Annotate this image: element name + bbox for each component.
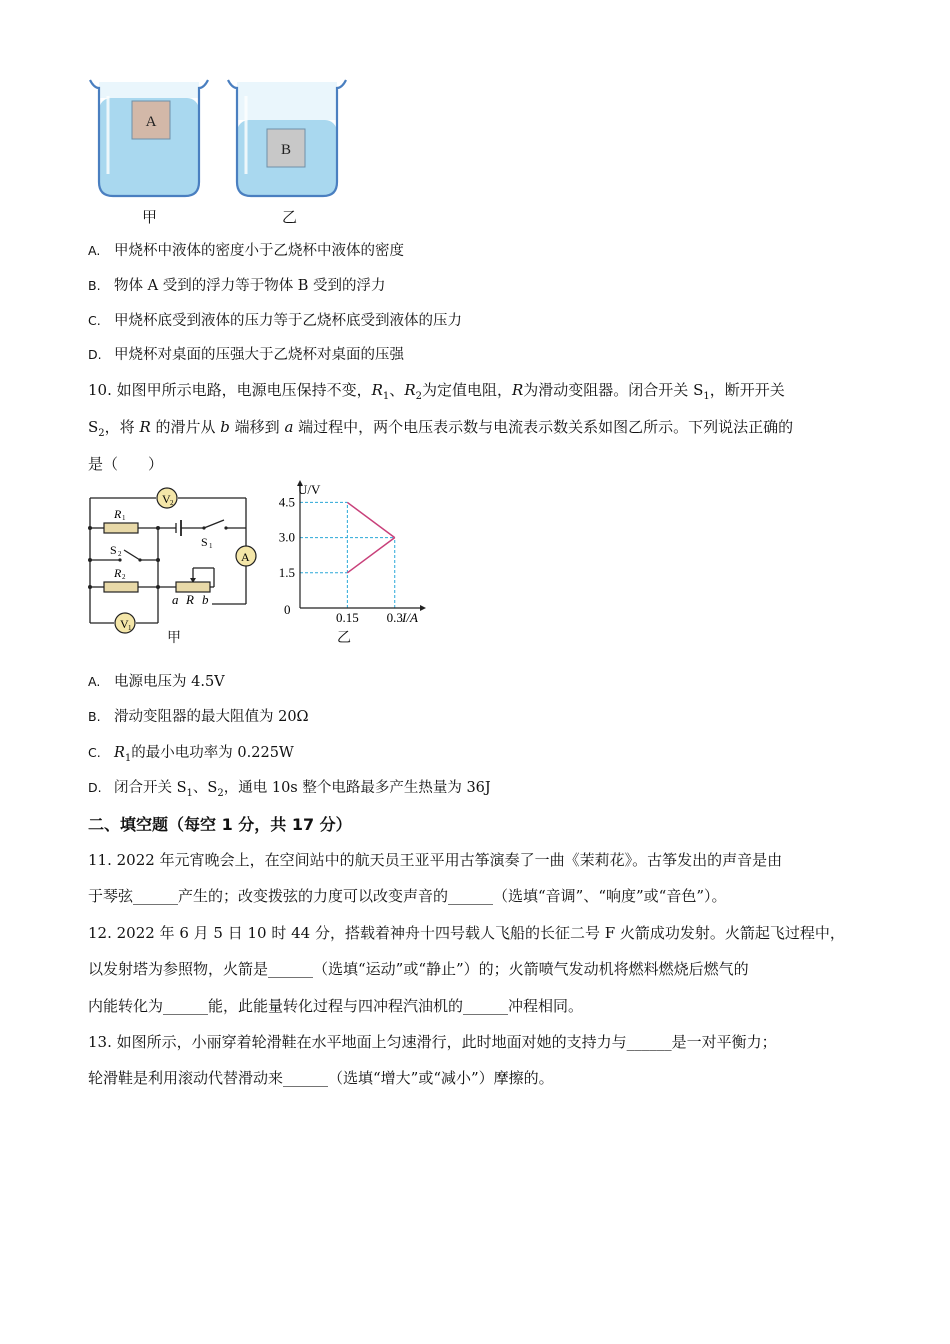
s1-sub: 1	[209, 542, 213, 550]
rheostat-r	[176, 582, 210, 592]
s2-label: S	[110, 543, 117, 557]
chart-guides	[300, 502, 395, 608]
beaker-right-air	[237, 82, 337, 120]
y-axis-label: U/V	[298, 482, 321, 497]
r2-sub: 2	[122, 573, 126, 581]
voltmeter-v2-label: V	[162, 492, 171, 506]
block-a-label: A	[145, 114, 157, 130]
beaker-figure	[84, 74, 354, 204]
slider-b-label: b	[202, 592, 209, 607]
beaker-right	[228, 80, 346, 196]
series-line-0	[347, 502, 394, 537]
s1-label: S	[201, 535, 208, 549]
circuit-caption: 甲	[167, 630, 181, 646]
s2-sub: 2	[118, 550, 122, 558]
x-axis-label: I/A	[402, 610, 418, 625]
r1-label: R	[114, 507, 122, 521]
q10-stem-line2: $S_2$，将 R 的滑片从 b 端移到 a 端过程中，两个电压表示数与电流表示数关系如图乙所示。下列说法正确的	[88, 418, 794, 439]
q12-line3: 内能转化为______能，此能量转化过程与四冲程汽油机的______冲程相同。	[88, 997, 584, 1015]
y-tick-label-1: 3.0	[278, 529, 295, 545]
q13-line1: 13. 如图所示，小丽穿着轮滑鞋在水平地面上匀速滑行，此时地面对她的支持力与______是一对平衡力；	[88, 1033, 777, 1051]
chart-ticks	[279, 494, 403, 625]
q10-option-b: B. 滑动变阻器的最大阻值为 20Ω	[88, 709, 309, 725]
voltmeter-v1-label: V	[120, 617, 129, 631]
q10-option-a: A. 电源电压为 4.5V	[88, 674, 225, 690]
ui-chart	[270, 478, 440, 628]
q10-option-d: D. 闭合开关 $S_1$、$S_2$，通电 10s 整个电路最多产生热量为 36J	[88, 780, 491, 799]
beaker-caption-left: 甲	[142, 208, 158, 226]
x-tick-label-0: 0.15	[335, 610, 359, 625]
q9-option-c: C. 甲烧杯底受到液体的压力等于乙烧杯底受到液体的压力	[88, 313, 462, 329]
q10-stem-line3: 是（ ）	[88, 455, 164, 473]
q9-option-d: D. 甲烧杯对桌面的压强大于乙烧杯对桌面的压强	[88, 347, 404, 363]
q10-stem-line1: 10. 如图甲所示电路，电源电压保持不变，$R_1$、$R_2$为定值电阻，R为滑动变阻器。闭合开关 $S_1$，断开开关	[88, 381, 785, 402]
q9-option-b: B. 物体 A 受到的浮力等于物体 B 受到的浮力	[88, 278, 386, 294]
beaker-left-air	[99, 82, 199, 98]
beaker-left	[90, 80, 208, 196]
voltmeter-v2-sub: 2	[170, 499, 174, 507]
slider-r-label: R	[186, 592, 194, 607]
r2-label: R	[114, 566, 122, 580]
y-tick-label-0: 1.5	[278, 564, 295, 580]
q11-line2: 于琴弦______产生的；改变拨弦的力度可以改变声音的______（选填“音调”、“响度”或“音色”）。	[88, 887, 727, 905]
circuit-diagram	[80, 484, 270, 634]
resistor-r1	[104, 523, 138, 533]
r1-sub: 1	[122, 514, 126, 522]
resistor-r2	[104, 582, 138, 592]
chart-caption: 乙	[337, 630, 351, 646]
block-b-label: B	[280, 142, 292, 158]
q10-option-c: C. $R_1$的最小电功率为 0.225W	[88, 745, 294, 764]
voltmeter-v1-sub: 1	[128, 624, 132, 632]
y-tick-label-2: 4.5	[278, 494, 295, 510]
ammeter-label: A	[241, 550, 250, 564]
series-line-1	[347, 538, 394, 573]
q12-line1: 12. 2022 年 6 月 5 日 10 时 44 分，搭载着神舟十四号载人飞船的长征二号 F 火箭成功发射。火箭起飞过程中，	[88, 924, 845, 942]
x-axis-arrow	[420, 605, 426, 611]
x-tick-label-1: 0.3	[386, 610, 403, 625]
origin-label: 0	[284, 602, 291, 617]
q9-option-a: A. 甲烧杯中液体的密度小于乙烧杯中液体的密度	[88, 243, 404, 259]
q11-line1: 11. 2022 年元宵晚会上，在空间站中的航天员王亚平用古筝演奏了一曲《茉莉花》。古筝发出的声音是由	[88, 851, 783, 869]
slider-a-label: a	[172, 592, 179, 607]
q12-line2: 以发射塔为参照物，火箭是______（选填“运动”或“静止”）的；火箭喷气发动机将燃料燃烧后燃气的	[88, 960, 749, 978]
q13-line2: 轮滑鞋是利用滚动代替滑动来______（选填“增大”或“减小”）摩擦的。	[88, 1069, 554, 1087]
beaker-caption-right: 乙	[282, 208, 298, 226]
section-title-fill-in: 二、填空题（每空 1 分，共 17 分）	[88, 815, 352, 834]
